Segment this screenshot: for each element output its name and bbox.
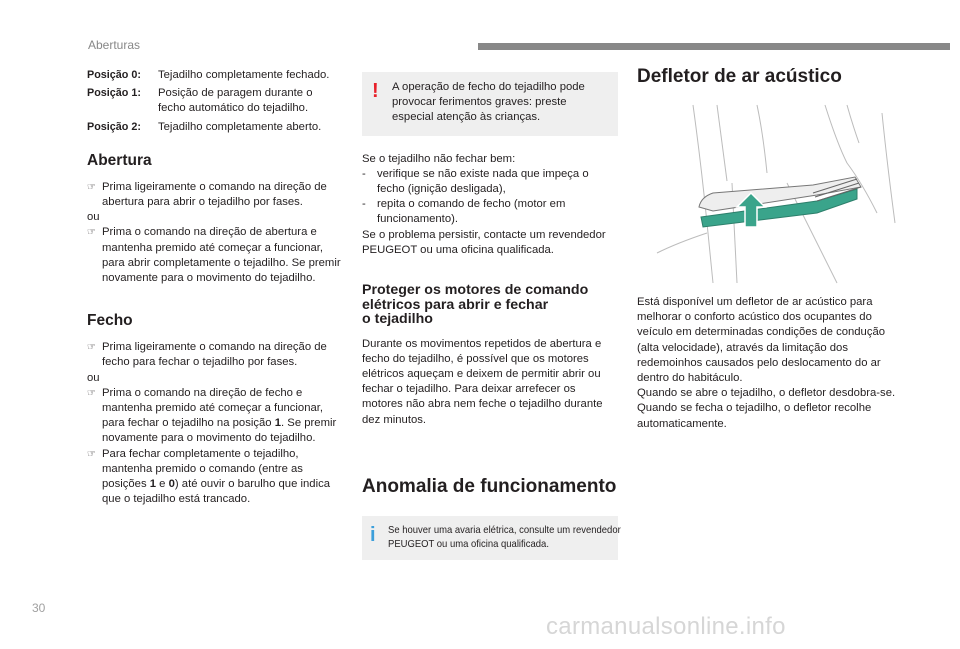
- defletor-heading: Defletor de ar acústico: [637, 66, 842, 87]
- not-closing-item-text: repita o comando de fecho (motor em funcionamento).: [377, 198, 566, 226]
- fecho-step-2-text-b: . Se premir novamente para o movimento do tejadilho.: [102, 417, 337, 445]
- column-2: [362, 72, 621, 560]
- position-label: Posição 2:: [87, 120, 142, 133]
- warning-box: [362, 72, 618, 136]
- info-box: [362, 516, 621, 560]
- header-bar: [478, 43, 950, 50]
- abertura-step-2-text: Prima o comando na direção de abertura e mantenha premido até começar a funcionar, para abrir completamente o tejadilho. Se premir novamente para o movimento do tejadilho.: [102, 226, 341, 285]
- defletor-body-2: Quando se abre o tejadilho, o defletor desdobra-se.: [637, 387, 896, 400]
- pointer-icon: ☞: [87, 448, 96, 460]
- position-number: 0: [168, 478, 175, 491]
- fecho-step-1: [87, 340, 343, 370]
- position-label: Posição 0:: [87, 69, 142, 81]
- protect-body: Durante os movimentos repetidos de abertura e fecho do tejadilho, é possível que os motores elétricos aqueçam e deixem de permitir abrir ou fechar o tejadilho. Para deixar arrefecer os motores não abra nem feche o tejadilho durante dez minutos.: [362, 337, 603, 426]
- fecho-step-1-text: Prima ligeiramente o comando na direção de fecho para fechar o tejadilho por fases.: [102, 341, 327, 369]
- abertura-step-1-text: Prima ligeiramente o comando na direção de abertura para abrir o tejadilho por fases.: [102, 180, 327, 209]
- pointer-icon: ☞: [87, 227, 96, 239]
- abertura-heading: Abertura: [87, 151, 152, 169]
- not-closing-section: [362, 152, 618, 258]
- position-row: [87, 86, 343, 116]
- column-3: [637, 66, 897, 432]
- defletor-body-1: Está disponível um defletor de ar acústico para melhorar o conforto acústico dos ocupantes do veículo em determinadas condições de condução (alta velocidade), através da limitação dos redemoinhos causados pelo deslocamento do ar dentro do habitáculo.: [637, 296, 886, 385]
- not-closing-outro: Se o problema persistir, contacte um revendedor PEUGEOT ou uma oficina qualificada.: [362, 228, 606, 256]
- pointer-icon: ☞: [87, 387, 96, 399]
- or-text: ou: [87, 211, 100, 224]
- fecho-step-3-text-a: Para fechar completamente o tejadilho, mantenha premido o comando (entre as posições: [102, 447, 303, 491]
- not-closing-item: - repita o comando de fecho (motor em funcionamento).: [362, 198, 566, 226]
- pointer-icon: ☞: [87, 181, 96, 193]
- info-text: Se houver uma avaria elétrica, consulte um revendedor PEUGEOT ou uma oficina qualificada.: [388, 524, 621, 550]
- section-title: Aberturas: [88, 38, 141, 52]
- pointer-icon: ☞: [87, 342, 96, 354]
- protect-heading: Proteger os motores de comando elétricos para abrir e fechar o tejadilho: [362, 282, 589, 328]
- or-text: ou: [87, 371, 100, 384]
- abertura-step-2: [87, 225, 343, 286]
- position-text: Tejadilho completamente fechado.: [158, 69, 330, 81]
- anomalia-heading: Anomalia de funcionamento: [362, 475, 617, 497]
- not-closing-item: - verifique se não existe nada que impeça o fecho (ignição desligada),: [362, 167, 589, 196]
- position-text: Posição de paragem durante o fecho automático do tejadilho.: [158, 87, 313, 115]
- not-closing-item-text: verifique se não existe nada que impeça o fecho (ignição desligada),: [377, 167, 589, 196]
- abertura-step-1: [87, 180, 343, 210]
- position-row: [87, 68, 343, 83]
- warning-text: A operação de fecho do tejadilho pode provocar ferimentos graves: preste especial atenção às crianças.: [392, 81, 585, 124]
- defletor-body-3: Quando se fecha o tejadilho, o defletor recolhe automaticamente.: [637, 402, 872, 430]
- column-1: [87, 68, 343, 507]
- position-number: 1: [274, 417, 282, 430]
- position-text: Tejadilho completamente aberto.: [158, 120, 322, 133]
- fecho-step-2-text-a: Prima o comando na direção de fecho e mantenha premido até começar a funcionar, para fechar o tejadilho na posição: [102, 386, 324, 430]
- info-icon: i: [370, 523, 376, 546]
- not-closing-intro: Se o tejadilho não fechar bem:: [362, 152, 516, 165]
- deflector-illustration: [637, 103, 897, 285]
- fecho-step-3-text-b: ) até ouvir o barulho que indica que o tejadilho está trancado.: [102, 478, 331, 506]
- fecho-heading: Fecho: [87, 312, 133, 330]
- fecho-step-3: [87, 447, 343, 508]
- position-label: Posição 1:: [87, 87, 142, 100]
- position-row: [87, 120, 343, 135]
- watermark: carmanualsonline.info: [546, 613, 786, 640]
- fecho-step-2: [87, 386, 343, 447]
- and-text: e: [156, 478, 169, 491]
- page-number: 30: [32, 601, 46, 615]
- exclamation-icon: !: [372, 80, 379, 102]
- position-number: 1: [149, 478, 157, 491]
